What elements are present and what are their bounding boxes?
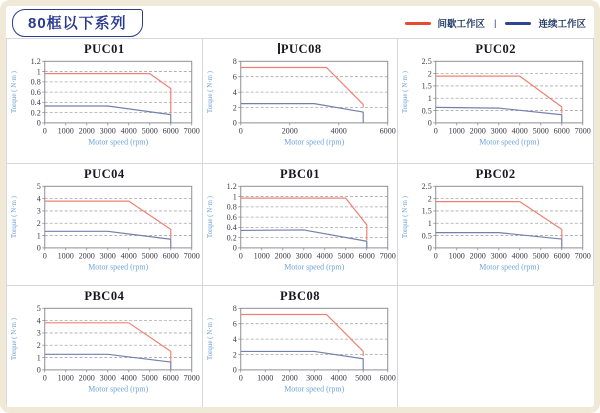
- red-series-line: [240, 198, 366, 240]
- blue-series-line: [436, 107, 562, 122]
- x-tick-label: 7000: [379, 251, 396, 261]
- red-series-line: [436, 202, 562, 239]
- x-axis-label: Motor speed (rpm): [479, 137, 540, 147]
- x-tick-label: 4000: [120, 251, 137, 261]
- y-axis-label: Torque ( N·m ): [205, 196, 214, 239]
- y-tick-label: 2.5: [421, 182, 433, 192]
- plot-border: [436, 61, 583, 123]
- x-tick-label: 6000: [162, 251, 179, 261]
- x-tick-label: 4000: [511, 126, 529, 136]
- y-tick-label: 0: [36, 365, 41, 375]
- y-tick-label: 2: [232, 350, 237, 360]
- x-tick-label: 7000: [183, 126, 200, 136]
- y-tick-label: 1: [36, 353, 41, 363]
- y-tick-label: 4: [232, 87, 237, 97]
- y-tick-label: 4: [232, 334, 237, 344]
- blue-series-line: [240, 230, 366, 248]
- content-panel: [6, 6, 594, 407]
- y-tick-label: 1: [428, 94, 433, 104]
- x-tick-label: 1000: [448, 126, 466, 136]
- y-tick-label: 3: [36, 206, 41, 216]
- x-tick-label: 4000: [120, 373, 137, 383]
- chart-title-PBC04: PBC04: [84, 289, 125, 303]
- continuous-legend-label: 连续工作区: [538, 19, 586, 30]
- x-tick-label: 0: [42, 373, 47, 383]
- x-axis-label: Motor speed (rpm): [283, 384, 344, 394]
- x-tick-label: 1000: [256, 373, 274, 383]
- x-tick-label: 4000: [330, 126, 347, 136]
- y-axis-label: Torque ( N·m ): [401, 196, 410, 239]
- y-tick-label: 0.2: [30, 108, 41, 118]
- y-tick-label: 0: [428, 118, 433, 128]
- y-tick-label: 2: [36, 341, 41, 351]
- y-tick-label: 4: [36, 316, 41, 326]
- x-tick-label: 3000: [295, 251, 312, 261]
- x-tick-label: 7000: [183, 373, 200, 383]
- x-tick-label: 2000: [78, 373, 95, 383]
- x-tick-label: 1000: [57, 126, 74, 136]
- chart-plot-PBC04: [7, 304, 202, 404]
- y-tick-label: 2: [428, 69, 433, 79]
- y-axis-label: Torque ( N·m ): [205, 71, 214, 114]
- x-tick-label: 6000: [553, 126, 571, 136]
- y-tick-label: 1.5: [421, 206, 433, 216]
- y-tick-label: 1: [36, 231, 41, 241]
- y-tick-label: 2: [36, 219, 41, 229]
- continuous-line-swatch: [505, 22, 531, 25]
- x-tick-label: 6000: [379, 126, 396, 136]
- empty-cell: [398, 286, 594, 407]
- blue-series-line: [45, 354, 171, 370]
- x-tick-label: 4000: [120, 126, 137, 136]
- y-tick-label: 0.4: [226, 223, 237, 233]
- y-tick-label: 0.6: [226, 212, 237, 222]
- y-tick-label: 2: [232, 103, 237, 113]
- y-tick-label: 0.5: [421, 106, 433, 116]
- x-tick-label: 3000: [305, 373, 323, 383]
- x-tick-label: 2000: [281, 373, 298, 383]
- x-tick-label: 4000: [316, 251, 333, 261]
- y-axis-label: Torque ( N·m ): [9, 196, 18, 239]
- chart-title-PUC04: PUC04: [83, 167, 125, 181]
- x-tick-label: 3000: [490, 126, 508, 136]
- chart-title-PUC02: PUC02: [475, 42, 517, 56]
- red-series-line: [45, 323, 171, 363]
- x-tick-label: 0: [42, 251, 47, 261]
- y-tick-label: 2: [428, 194, 433, 204]
- y-axis-label: Torque ( N·m ): [9, 71, 18, 114]
- y-tick-label: 0.8: [30, 77, 41, 87]
- chart-title-PBC02: PBC02: [475, 167, 516, 181]
- blue-series-line: [45, 106, 171, 123]
- x-tick-label: 0: [434, 251, 439, 261]
- y-tick-label: 5: [36, 182, 41, 192]
- y-tick-label: 6: [232, 72, 237, 82]
- x-tick-label: 5000: [337, 251, 354, 261]
- x-tick-label: 5000: [532, 251, 550, 261]
- y-tick-label: 6: [232, 319, 237, 329]
- x-tick-label: 6000: [379, 373, 396, 383]
- chart-plot-PBC01: [203, 182, 398, 282]
- x-tick-label: 0: [434, 126, 439, 136]
- charts-grid: [6, 38, 594, 407]
- x-tick-label: 1000: [57, 373, 74, 383]
- intermittent-legend-label: 间歇工作区: [437, 19, 486, 30]
- y-tick-label: 1.2: [226, 182, 237, 192]
- chart-plot-PUC02: [398, 57, 593, 157]
- y-tick-label: 1: [36, 67, 41, 77]
- x-tick-label: 3000: [99, 126, 116, 136]
- y-tick-label: 0.2: [226, 233, 237, 243]
- y-tick-label: 0.4: [30, 98, 41, 108]
- y-tick-label: 0.5: [421, 231, 433, 241]
- x-tick-label: 2000: [469, 126, 487, 136]
- y-tick-label: 5: [36, 304, 41, 314]
- x-tick-label: 5000: [532, 126, 550, 136]
- x-axis-label: Motor speed (rpm): [283, 262, 344, 272]
- red-series-line: [45, 201, 171, 239]
- legend-separator: |: [494, 17, 497, 29]
- x-tick-label: 7000: [574, 126, 592, 136]
- x-tick-label: 3000: [490, 251, 508, 261]
- x-axis-label: Motor speed (rpm): [88, 262, 149, 272]
- intermittent-line-swatch: [405, 22, 431, 25]
- x-tick-label: 5000: [141, 251, 158, 261]
- y-tick-label: 0.6: [30, 87, 41, 97]
- chart-cell-PBC08: [203, 286, 399, 407]
- x-tick-label: 0: [238, 126, 243, 136]
- y-tick-label: 8: [232, 57, 237, 67]
- chart-plot-PUC01: [7, 57, 202, 157]
- chart-cell-PUC02: [398, 39, 594, 164]
- red-series-line: [45, 74, 171, 114]
- y-tick-label: 1: [232, 192, 237, 202]
- y-axis-label: Torque ( N·m ): [9, 318, 18, 361]
- x-axis-label: Motor speed (rpm): [283, 137, 344, 147]
- chart-title-PBC01: PBC01: [279, 167, 320, 181]
- y-axis-label: Torque ( N·m ): [205, 318, 214, 361]
- x-tick-label: 6000: [358, 251, 375, 261]
- y-tick-label: 0: [36, 118, 41, 128]
- x-tick-label: 5000: [354, 373, 372, 383]
- chart-cell-PUC08: [203, 39, 399, 164]
- x-tick-label: 0: [238, 251, 243, 261]
- x-tick-label: 0: [42, 126, 47, 136]
- x-tick-label: 5000: [141, 126, 158, 136]
- y-axis-label: Torque ( N·m ): [401, 71, 410, 114]
- blue-series-line: [45, 231, 171, 248]
- blue-series-line: [436, 233, 562, 248]
- x-tick-label: 2000: [274, 251, 291, 261]
- y-tick-label: 1.2: [30, 57, 41, 67]
- x-axis-label: Motor speed (rpm): [88, 137, 149, 147]
- blue-series-line: [240, 104, 362, 123]
- red-series-line: [240, 314, 362, 356]
- legend: [405, 16, 589, 30]
- red-series-line: [240, 67, 362, 107]
- chart-cell-PBC01: [203, 164, 399, 286]
- x-tick-label: 2000: [281, 126, 298, 136]
- x-tick-label: 4000: [511, 251, 529, 261]
- chart-plot-PUC04: [7, 182, 202, 282]
- x-axis-label: Motor speed (rpm): [88, 384, 149, 394]
- y-tick-label: 0: [428, 243, 433, 253]
- x-tick-label: 6000: [553, 251, 571, 261]
- x-tick-label: 5000: [141, 373, 158, 383]
- chart-cell-PBC02: [398, 164, 594, 286]
- chart-cell-PBC04: [7, 286, 203, 407]
- x-tick-label: 3000: [99, 251, 116, 261]
- y-tick-label: 2.5: [421, 57, 433, 67]
- chart-title-PUC08: PUC08: [203, 41, 398, 57]
- chart-plot-PBC02: [398, 182, 593, 282]
- y-tick-label: 0.8: [226, 202, 237, 212]
- chart-plot-PBC08: [203, 304, 398, 404]
- chart-cell-PUC01: [7, 39, 203, 164]
- chart-title-PUC01: PUC01: [83, 42, 125, 56]
- x-tick-label: 0: [238, 373, 243, 383]
- header: [6, 6, 594, 38]
- x-tick-label: 1000: [253, 251, 270, 261]
- y-tick-label: 0: [232, 118, 237, 128]
- series-title: 80框以下系列: [12, 9, 143, 37]
- x-tick-label: 2000: [78, 126, 95, 136]
- chart-plot-PUC08: [203, 57, 398, 157]
- x-tick-label: 1000: [448, 251, 466, 261]
- y-tick-label: 1.5: [421, 81, 433, 91]
- y-tick-label: 1: [428, 219, 433, 229]
- y-tick-label: 0: [36, 243, 41, 253]
- plot-border: [45, 308, 192, 370]
- x-tick-label: 7000: [574, 251, 592, 261]
- chart-cell-PUC04: [7, 164, 203, 286]
- x-tick-label: 7000: [183, 251, 200, 261]
- y-tick-label: 0: [232, 365, 237, 375]
- x-tick-label: 2000: [469, 251, 487, 261]
- chart-title-PBC08: PBC08: [279, 289, 320, 303]
- text-cursor: [278, 43, 280, 54]
- x-tick-label: 1000: [57, 251, 74, 261]
- x-axis-label: Motor speed (rpm): [479, 262, 540, 272]
- y-tick-label: 8: [232, 304, 237, 314]
- x-tick-label: 2000: [78, 251, 95, 261]
- x-tick-label: 6000: [162, 126, 179, 136]
- x-tick-label: 3000: [99, 373, 116, 383]
- x-tick-label: 6000: [162, 373, 179, 383]
- y-tick-label: 0: [232, 243, 237, 253]
- y-tick-label: 3: [36, 328, 41, 338]
- x-tick-label: 4000: [330, 373, 347, 383]
- y-tick-label: 4: [36, 194, 41, 204]
